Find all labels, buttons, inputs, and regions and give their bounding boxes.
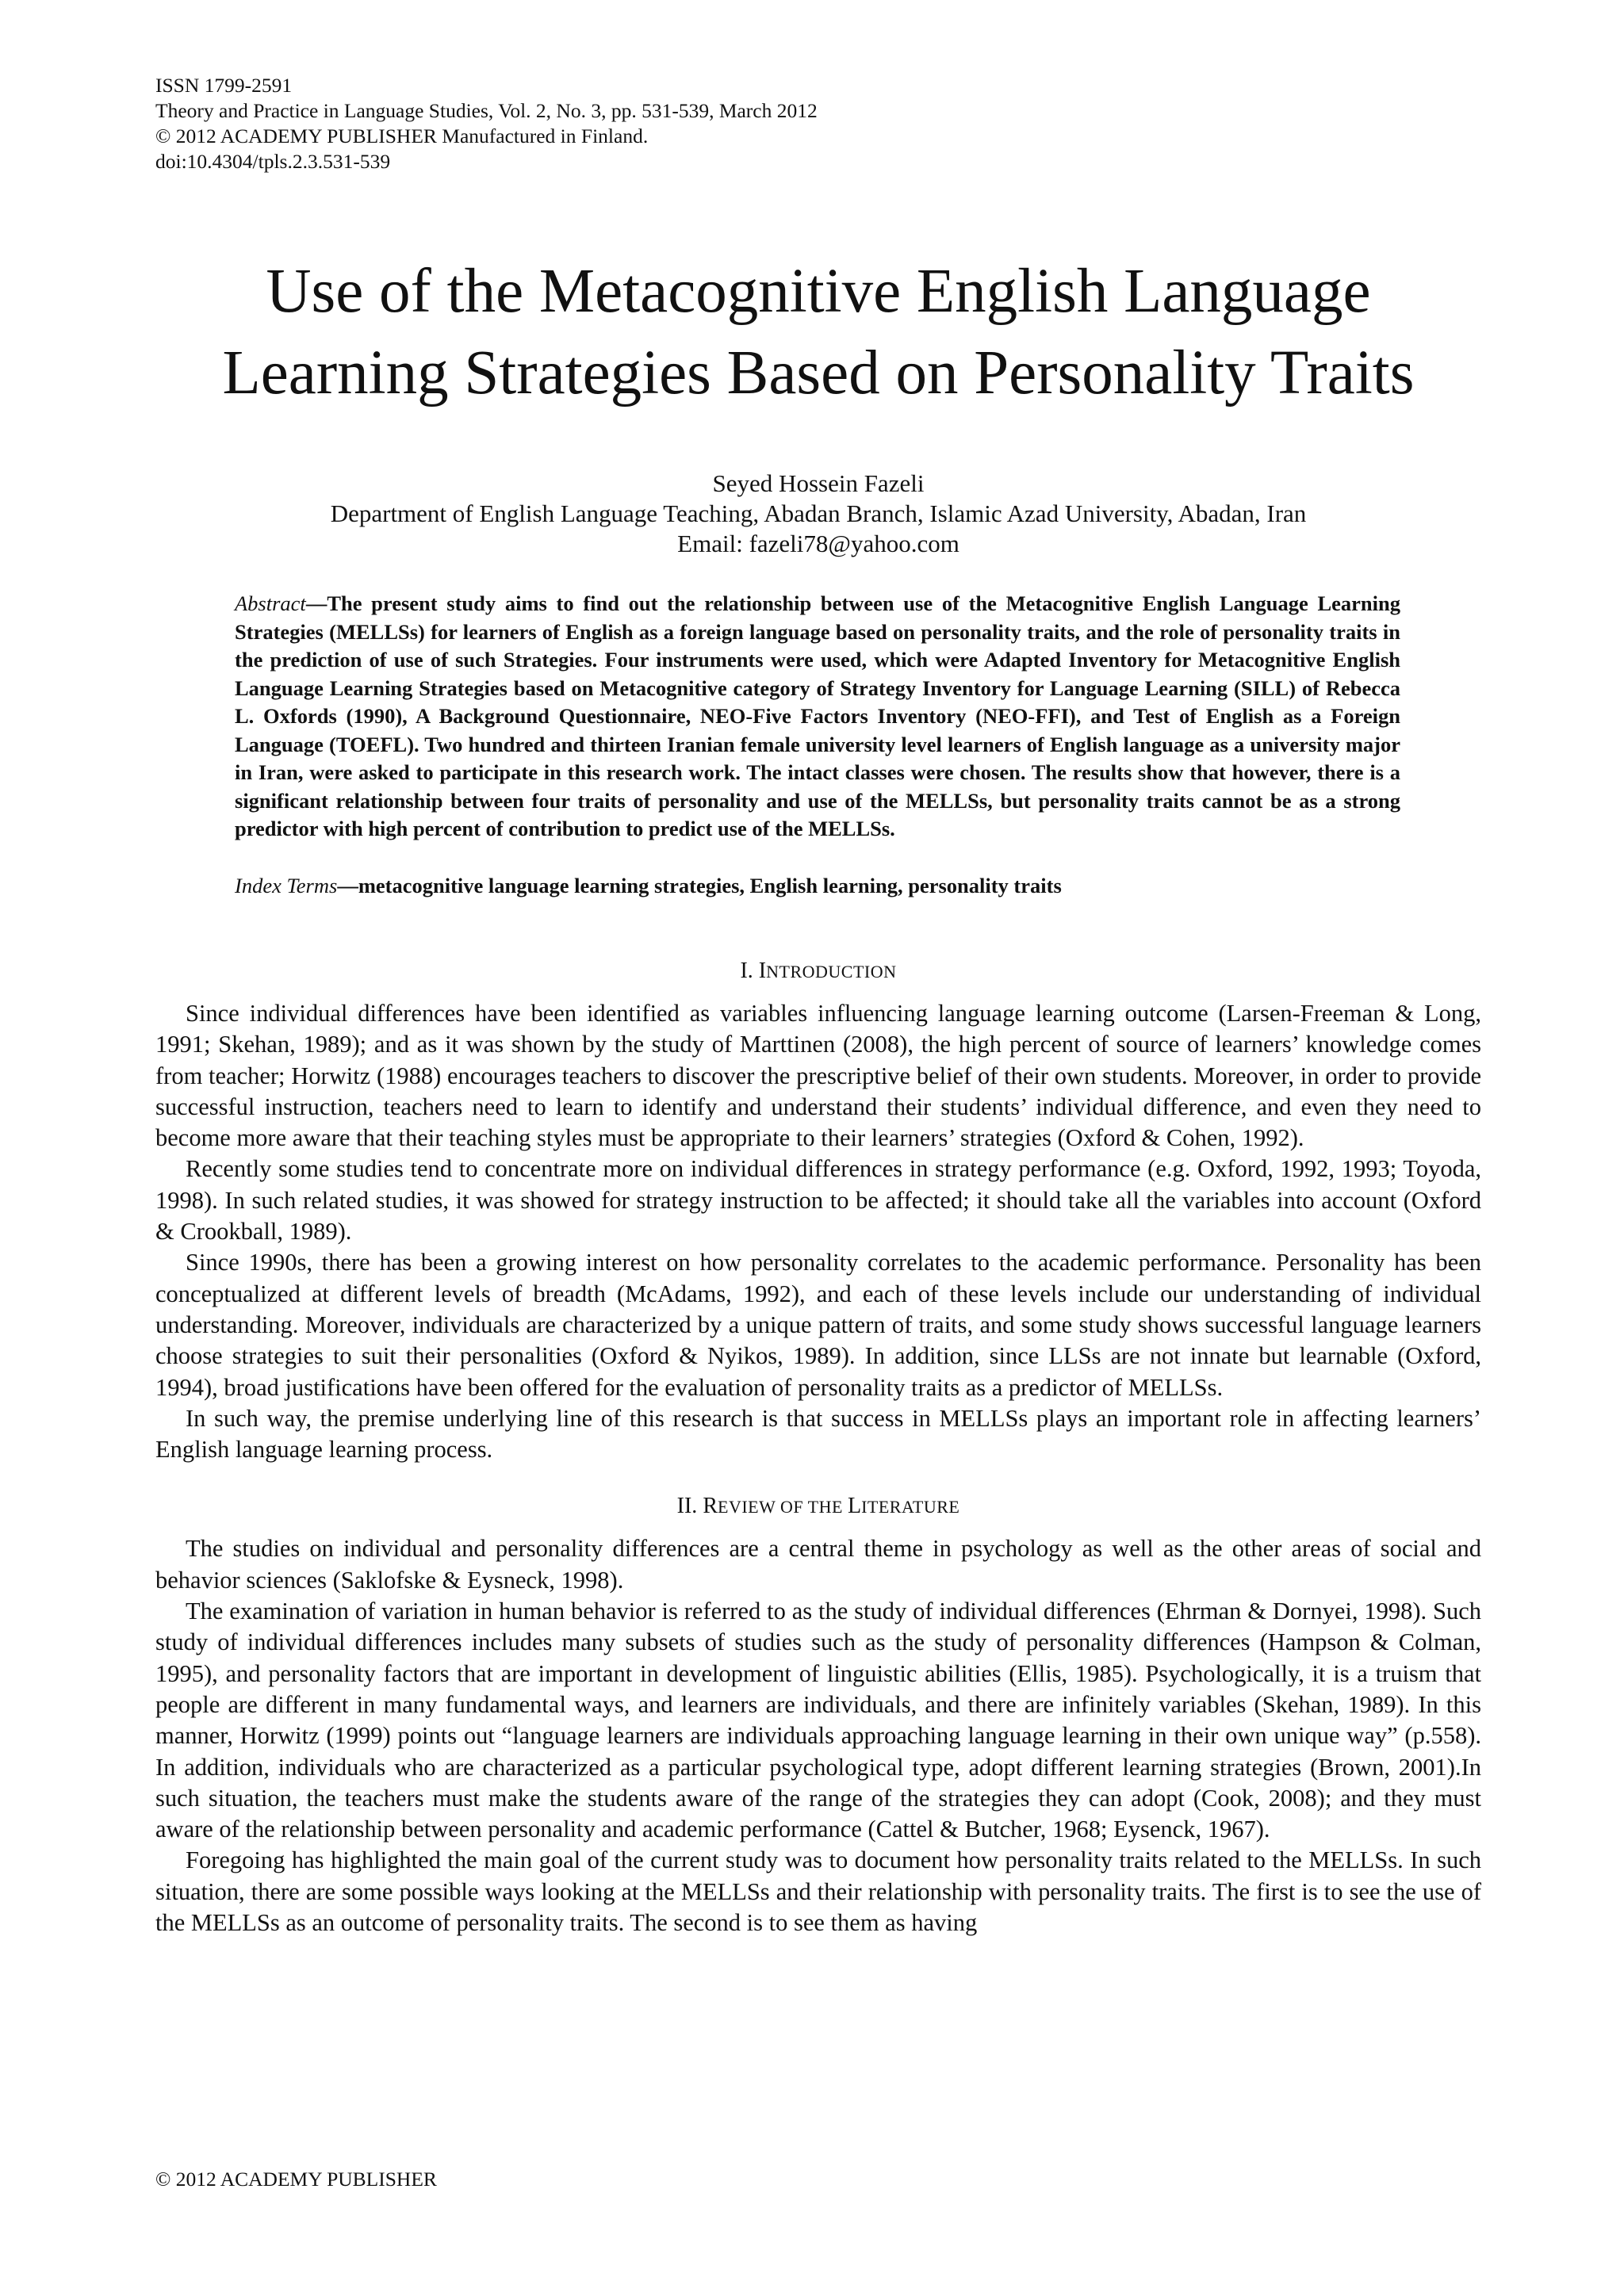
body-sections bbox=[155, 957, 1481, 1938]
abstract bbox=[235, 590, 1400, 844]
journal-citation: Theory and Practice in Language Studies, Vol. 2, No. 3, pp. 531-539, March 2012 bbox=[155, 99, 818, 122]
journal-header bbox=[155, 73, 1481, 174]
section-heading-part: R bbox=[703, 1494, 718, 1519]
body-paragraph: The examination of variation in human behavior is referred to as the study of individual differences (Ehrman & Dornyei, 1998). Such study of individual differences includes many subsets of studies such as the study of personality differences (Hampson & Colman, 1995), and personality factors that are important in development of linguistic abilities (Ellis, 1985). Psychologically, it is a truism that people are different in many fundamental ways, and learners are individuals, and there are infinitely variables (Skehan, 1989). In this manner, Horwitz (1999) points out “language learners are individuals approaching language learning in their own unique way” (p.558). In addition, individuals who are characterized as a particular psychological type, adopt different learning strategies (Brown, 2001).In such situation, the teachers must make the students aware of the range of the strategies they can adopt (Cook, 2008); and they must aware of the relationship between personality and academic performance (Cattel & Butcher, 1968; Eysenck, 1967). bbox=[155, 1598, 1481, 1843]
body-paragraph: In such way, the premise underlying line of this research is that success in MELLSs plays an important role in affecting learners’ English language learning process. bbox=[155, 1404, 1481, 1464]
issn: ISSN 1799-2591 bbox=[155, 74, 293, 97]
index-terms-label: Index Terms bbox=[235, 873, 338, 897]
index-terms bbox=[235, 872, 1400, 901]
body-paragraph: Since individual differences have been identified as variables influencing language learning outcome (Larsen-Freeman & Long, 1991; Skehan, 1989); and as it was shown by the study of Marttinen (2008), the high percent of source of learners’ knowledge comes from teacher; Horwitz (1988) encourages teachers to discover the prescriptive belief of their own students. Moreover, in order to provide successful instruction, teachers need to learn to identify and understand their students’ individual difference, and even they need to become more aware that their teaching styles must be appropriate to their learners’ strategies (Oxford & Cohen, 1992). bbox=[155, 1000, 1481, 1152]
section-heading-part: L bbox=[847, 1494, 862, 1519]
section-heading bbox=[155, 1492, 1481, 1521]
section-heading bbox=[155, 957, 1481, 986]
body-paragraph: The studies on individual and personality differences are a central theme in psychology as well as the other areas of social and behavior sciences (Saklofske & Eysneck, 1998). bbox=[155, 1535, 1481, 1594]
section-heading-part: I bbox=[758, 959, 767, 983]
page-content bbox=[155, 73, 1481, 1938]
index-terms-text: —metacognitive language learning strategies, English learning, personality traits bbox=[337, 873, 1062, 897]
section-numeral: II. bbox=[676, 1494, 703, 1519]
section-heading-part: EVIEW OF THE bbox=[718, 1497, 848, 1517]
paper-title bbox=[155, 251, 1481, 414]
abstract-text: —The present study aims to find out the relationship between use of the Metacognitive English Language Learning Strategies (MELLSs) for learners of English as a foreign language based on personality traits, and the role of personality traits in the prediction of use of such Strategies. Four instruments were used, which were Adapted Inventory for Metacognitive English Language Learning Strategies based on Metacognitive category of Strategy Inventory for Language Learning (SILL) of Rebecca L. Oxfords (1990), A Background Questionnaire, NEO-Five Factors Inventory (NEO-FFI), and Test of English as a Foreign Language (TOEFL). Two hundred and thirteen Iranian female university level learners of English language as a university major in Iran, were asked to participate in this research work. The intact classes were chosen. The results show that however, there is a significant relationship between four traits of personality and use of the MELLSs, but personality traits cannot be as a strong predictor with high percent of contribution to predict use of the MELLSs. bbox=[235, 591, 1400, 840]
page-footer: © 2012 ACADEMY PUBLISHER bbox=[155, 2168, 437, 2191]
section-heading-part: ITERATURE bbox=[861, 1497, 960, 1517]
author-affiliation: Department of English Language Teaching, Abadan Branch, Islamic Azad University, Abadan, Iran bbox=[330, 499, 1307, 527]
section-numeral: I. bbox=[740, 959, 759, 983]
author-block bbox=[155, 469, 1481, 559]
body-paragraph: Recently some studies tend to concentrate more on individual differences in strategy performance (e.g. Oxford, 1992, 1993; Toyoda, 1998). In such related studies, it was showed for strategy instruction to be affected; it should take all the variables into account (Oxford & Crookball, 1989). bbox=[155, 1155, 1481, 1246]
header-copyright: © 2012 ACADEMY PUBLISHER Manufactured in Finland. bbox=[155, 124, 649, 147]
title-line-2: Learning Strategies Based on Personality Traits bbox=[222, 339, 1415, 408]
doi: doi:10.4304/tpls.2.3.531-539 bbox=[155, 150, 391, 173]
section-heading-part: NTRODUCTION bbox=[766, 962, 897, 982]
title-line-1: Use of the Metacognitive English Language bbox=[266, 257, 1371, 326]
author-name: Seyed Hossein Fazeli bbox=[712, 469, 925, 497]
abstract-label: Abstract bbox=[235, 591, 306, 615]
body-paragraph: Foregoing has highlighted the main goal of the current study was to document how personality traits related to the MELLSs. In such situation, there are some possible ways looking at the MELLSs and their relationship with personality traits. The first is to see the use of the MELLSs as an outcome of personality traits. The second is to see them as having bbox=[155, 1846, 1481, 1937]
author-email: Email: fazeli78@yahoo.com bbox=[677, 530, 959, 557]
body-paragraph: Since 1990s, there has been a growing interest on how personality correlates to the academic performance. Personality has been conceptualized at different levels of breadth (McAdams, 1992), and each of these levels include our understanding of individual understanding. Moreover, individuals are characterized by a unique pattern of traits, and some study shows successful language learners choose strategies to suit their personalities (Oxford & Nyikos, 1989). In addition, since LLSs are not innate but learnable (Oxford, 1994), broad justifications have been offered for the evaluation of personality traits as a predictor of MELLSs. bbox=[155, 1249, 1481, 1401]
